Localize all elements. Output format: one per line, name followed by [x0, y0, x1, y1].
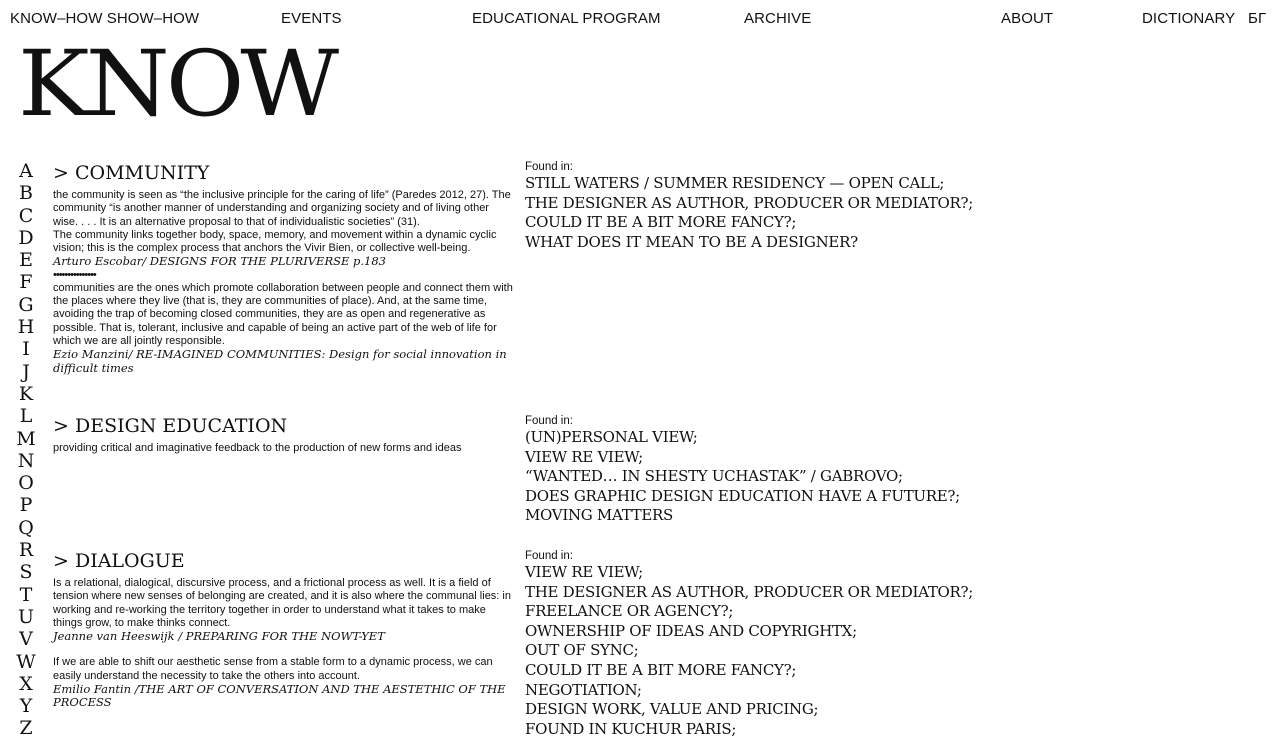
entry-source-citation: Jeanne van Heeswijk / PREPARING FOR THE NOWT-YET: [53, 629, 385, 644]
entry-definition: the community is seen as “the inclusive principle for the caring of life” (Paredes 2012, 27). The community “is another manner of understanding and organizing society and of living other wise. . . . It is an alternative proposal to that of individualistic societies” (31).: [53, 189, 511, 228]
nav-dictionary-link[interactable]: DICTIONARY: [1142, 10, 1236, 27]
entry-definition: providing critical and imaginative feedback to the production of new forms and ideas: [53, 442, 462, 454]
alphabet-letter-q[interactable]: Q: [18, 516, 34, 539]
alphabet-letter-w[interactable]: W: [16, 650, 36, 673]
found-in-link[interactable]: THE DESIGNER AS AUTHOR, PRODUCER OR MEDIATOR?;: [525, 193, 974, 212]
alphabet-letter-t[interactable]: T: [19, 583, 33, 606]
alphabet-letter-y[interactable]: Y: [19, 695, 33, 718]
alphabet-letter-f[interactable]: F: [19, 271, 33, 294]
found-in-link[interactable]: FOUND IN KUCHUR PARIS;: [525, 719, 737, 738]
alphabet-letter-v[interactable]: V: [19, 628, 33, 651]
alphabet-letter-n[interactable]: N: [17, 449, 35, 472]
found-in-link[interactable]: MOVING MATTERS: [525, 506, 674, 525]
alphabet-letter-a[interactable]: A: [19, 160, 33, 182]
top-navigation: [0, 10, 1280, 32]
found-in-label: Found in:: [525, 550, 573, 562]
found-in-design-education: [525, 415, 960, 526]
alphabet-index: [14, 160, 38, 740]
entry-definition: Is a relational, dialogical, discursive process, and a frictional process as well. It is a field of tension where new senses of belonging are created, and it is also where the communal lies: in working and re-working the territory together in order to understand what it takes to make things grow, to make thinks connect.: [53, 577, 511, 629]
alphabet-letter-h[interactable]: H: [17, 316, 35, 339]
found-in-link[interactable]: NEGOTIATION;: [525, 680, 642, 699]
alphabet-letter-s[interactable]: S: [19, 561, 33, 584]
entry-definition: communities are the ones which promote collaboration between people and connect them with the places where they live (that is, they are communities of place). And, at the same time, avoiding the trap of becoming closed communities, they are as open and regenerative as possible. That is, tolerant, inclusive and capable of being an active part of the web of life for which we are all jointly responsible.: [53, 281, 513, 347]
found-in-label: Found in:: [525, 161, 573, 173]
found-in-label: Found in:: [525, 415, 573, 427]
entry-dialogue: [53, 550, 513, 710]
alphabet-letter-o[interactable]: O: [18, 472, 34, 495]
alphabet-letter-p[interactable]: P: [19, 494, 33, 517]
alphabet-letter-j[interactable]: J: [22, 360, 30, 383]
found-in-dialogue: [525, 550, 974, 739]
nav-about-link[interactable]: ABOUT: [1001, 10, 1054, 27]
entry-community: [53, 162, 513, 375]
found-in-link[interactable]: FREELANCE OR AGENCY?;: [525, 602, 734, 621]
entry-definition: The community links together body, space, memory, and movement within a dynamic cyclic vision; this is the complex process that anchors the Vivir Bien, or collective well-being.: [53, 228, 497, 255]
nav-educational-program-link[interactable]: EDUCATIONAL PROGRAM: [472, 10, 661, 27]
entry-definition: If we are able to shift our aesthetic sense from a stable form to a dynamic process, we can easily understand the necessity to take the others into account.: [53, 656, 493, 682]
found-in-link[interactable]: DESIGN WORK, VALUE AND PRICING;: [525, 700, 819, 719]
alphabet-letter-c[interactable]: C: [18, 204, 34, 227]
alphabet-letter-z[interactable]: Z: [19, 717, 33, 740]
alphabet-letter-x[interactable]: X: [19, 672, 33, 695]
found-in-link[interactable]: WHAT DOES IT MEAN TO BE A DESIGNER?: [525, 232, 858, 251]
alphabet-letter-b[interactable]: B: [19, 182, 33, 205]
alphabet-letter-l[interactable]: L: [19, 405, 33, 428]
nav-brand-link[interactable]: KNOW–HOW SHOW–HOW: [10, 10, 200, 27]
found-in-link[interactable]: OWNERSHIP OF IDEAS AND COPYRIGHTX;: [525, 621, 857, 640]
found-in-community: [525, 161, 974, 252]
entry-term-heading: > COMMUNITY: [53, 162, 210, 184]
found-in-link[interactable]: DOES GRAPHIC DESIGN EDUCATION HAVE A FUTURE?;: [525, 486, 960, 505]
alphabet-letter-m[interactable]: M: [16, 427, 36, 450]
found-in-link[interactable]: OUT OF SYNC;: [525, 641, 639, 660]
page-title: KNOW: [18, 30, 336, 137]
entry-design-education: [53, 415, 513, 455]
alphabet-letter-g[interactable]: G: [18, 293, 34, 316]
entry-term-heading: > DESIGN EDUCATION: [53, 415, 288, 437]
spacer: [53, 643, 513, 656]
alphabet-letter-i[interactable]: I: [22, 338, 30, 361]
alphabet-letter-d[interactable]: D: [18, 226, 34, 249]
alphabet-letter-r[interactable]: R: [18, 539, 34, 562]
language-switch-link[interactable]: БГ: [1248, 10, 1267, 27]
found-in-link[interactable]: (UN)PERSONAL VIEW;: [525, 428, 698, 446]
entry-source-citation: Emilio Fantin /THE ART OF CONVERSATION AND THE AESTETHIC OF THE PROCESS: [53, 682, 506, 710]
found-in-link[interactable]: COULD IT BE A BIT MORE FANCY?;: [525, 660, 797, 679]
entry-separator: •••••••••••••••: [53, 268, 96, 281]
alphabet-letter-k[interactable]: K: [18, 382, 34, 405]
alphabet-letter-e[interactable]: E: [19, 249, 33, 272]
found-in-link[interactable]: THE DESIGNER AS AUTHOR, PRODUCER OR MEDIATOR?;: [525, 582, 974, 601]
found-in-link[interactable]: STILL WATERS / SUMMER RESIDENCY — OPEN CALL;: [525, 174, 945, 192]
entry-term-heading: > DIALOGUE: [53, 550, 185, 572]
alphabet-letter-u[interactable]: U: [17, 605, 34, 628]
found-in-link[interactable]: “WANTED… IN SHESTY UCHASTAK” / GABROVO;: [525, 467, 903, 486]
found-in-link[interactable]: COULD IT BE A BIT MORE FANCY?;: [525, 213, 797, 232]
found-in-link[interactable]: VIEW RE VIEW;: [525, 563, 643, 581]
found-in-link[interactable]: VIEW RE VIEW;: [525, 447, 643, 466]
entry-source-citation: Ezio Manzini/ RE-IMAGINED COMMUNITIES: Design for social innovation in difficult times: [53, 347, 507, 375]
nav-events-link[interactable]: EVENTS: [281, 10, 342, 27]
entry-source-citation: Arturo Escobar/ DESIGNS FOR THE PLURIVERSE p.183: [53, 254, 386, 269]
nav-archive-link[interactable]: ARCHIVE: [744, 10, 812, 27]
